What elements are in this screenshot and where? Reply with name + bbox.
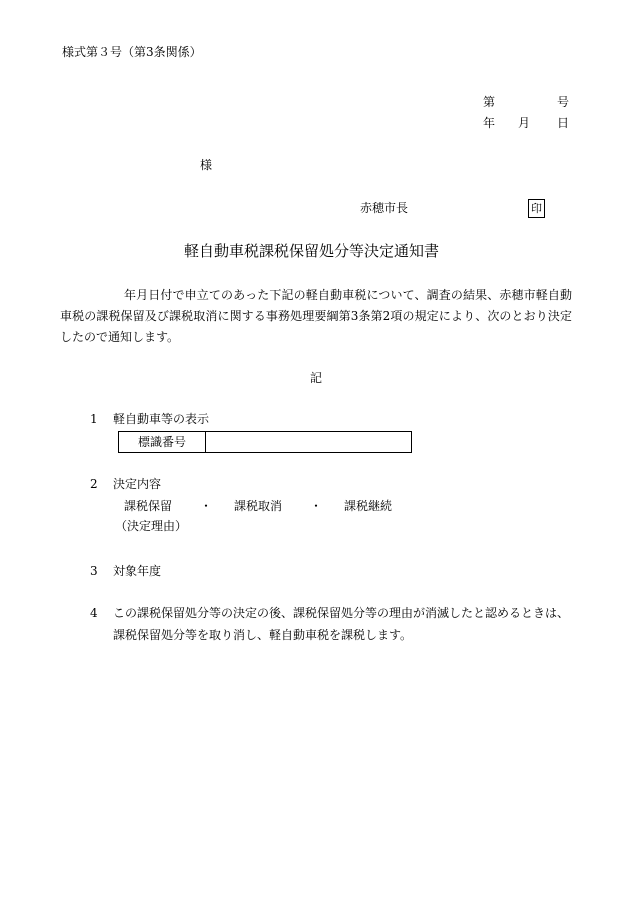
- body-month: 月: [136, 288, 149, 302]
- body-year: 年: [124, 288, 137, 302]
- decision-reason-label: （決定理由）: [115, 519, 188, 533]
- seal-stamp: 印: [528, 199, 545, 218]
- addressee-suffix: 様: [200, 158, 213, 172]
- doc-number-prefix: 第: [483, 95, 496, 109]
- item-3-number: 3: [90, 564, 98, 578]
- option-separator-2: ・: [310, 499, 323, 513]
- body-text: 日付で申立てのあった下記の軽自動車税について、調査の結果、赤穂市軽自動車税の課税保留及び課税取消に関する事務処理要綱第3条第2項の規定により、次のとおり決定したので通知します。: [60, 288, 572, 344]
- plate-number-table: [118, 431, 412, 453]
- date-day: 日: [557, 116, 570, 130]
- document-title: 軽自動車税課税保留処分等決定通知書: [184, 242, 440, 260]
- form-number: 様式第３号（第3条関係）: [62, 45, 202, 59]
- plate-number-label: 標識番号: [119, 432, 206, 452]
- option-kazei-torikeshi: 課税取消: [234, 499, 283, 513]
- option-kazei-keizoku: 課税継続: [344, 499, 393, 513]
- ki-marker: 記: [310, 371, 323, 385]
- item-1-number: 1: [90, 412, 98, 426]
- date-year: 年: [483, 116, 496, 130]
- option-separator-1: ・: [200, 499, 213, 513]
- item-2-number: 2: [90, 477, 98, 491]
- item-4-line-2: 課税保留処分等を取り消し、軽自動車税を課税します。: [113, 628, 413, 642]
- item-4-number: 4: [90, 606, 98, 620]
- plate-number-value: [206, 432, 411, 452]
- item-2-label: 決定内容: [113, 477, 162, 491]
- date-month: 月: [518, 116, 531, 130]
- item-1-label: 軽自動車等の表示: [113, 412, 210, 426]
- doc-number-suffix: 号: [557, 95, 570, 109]
- item-3-label: 対象年度: [113, 564, 162, 578]
- issuer-name: 赤穂市長: [360, 201, 409, 215]
- body-paragraph: [60, 285, 572, 348]
- option-kazei-horyu: 課税保留: [124, 499, 173, 513]
- item-4-line-1: この課税保留処分等の決定の後、課税保留処分等の理由が消滅したと認めるときは、: [113, 606, 570, 620]
